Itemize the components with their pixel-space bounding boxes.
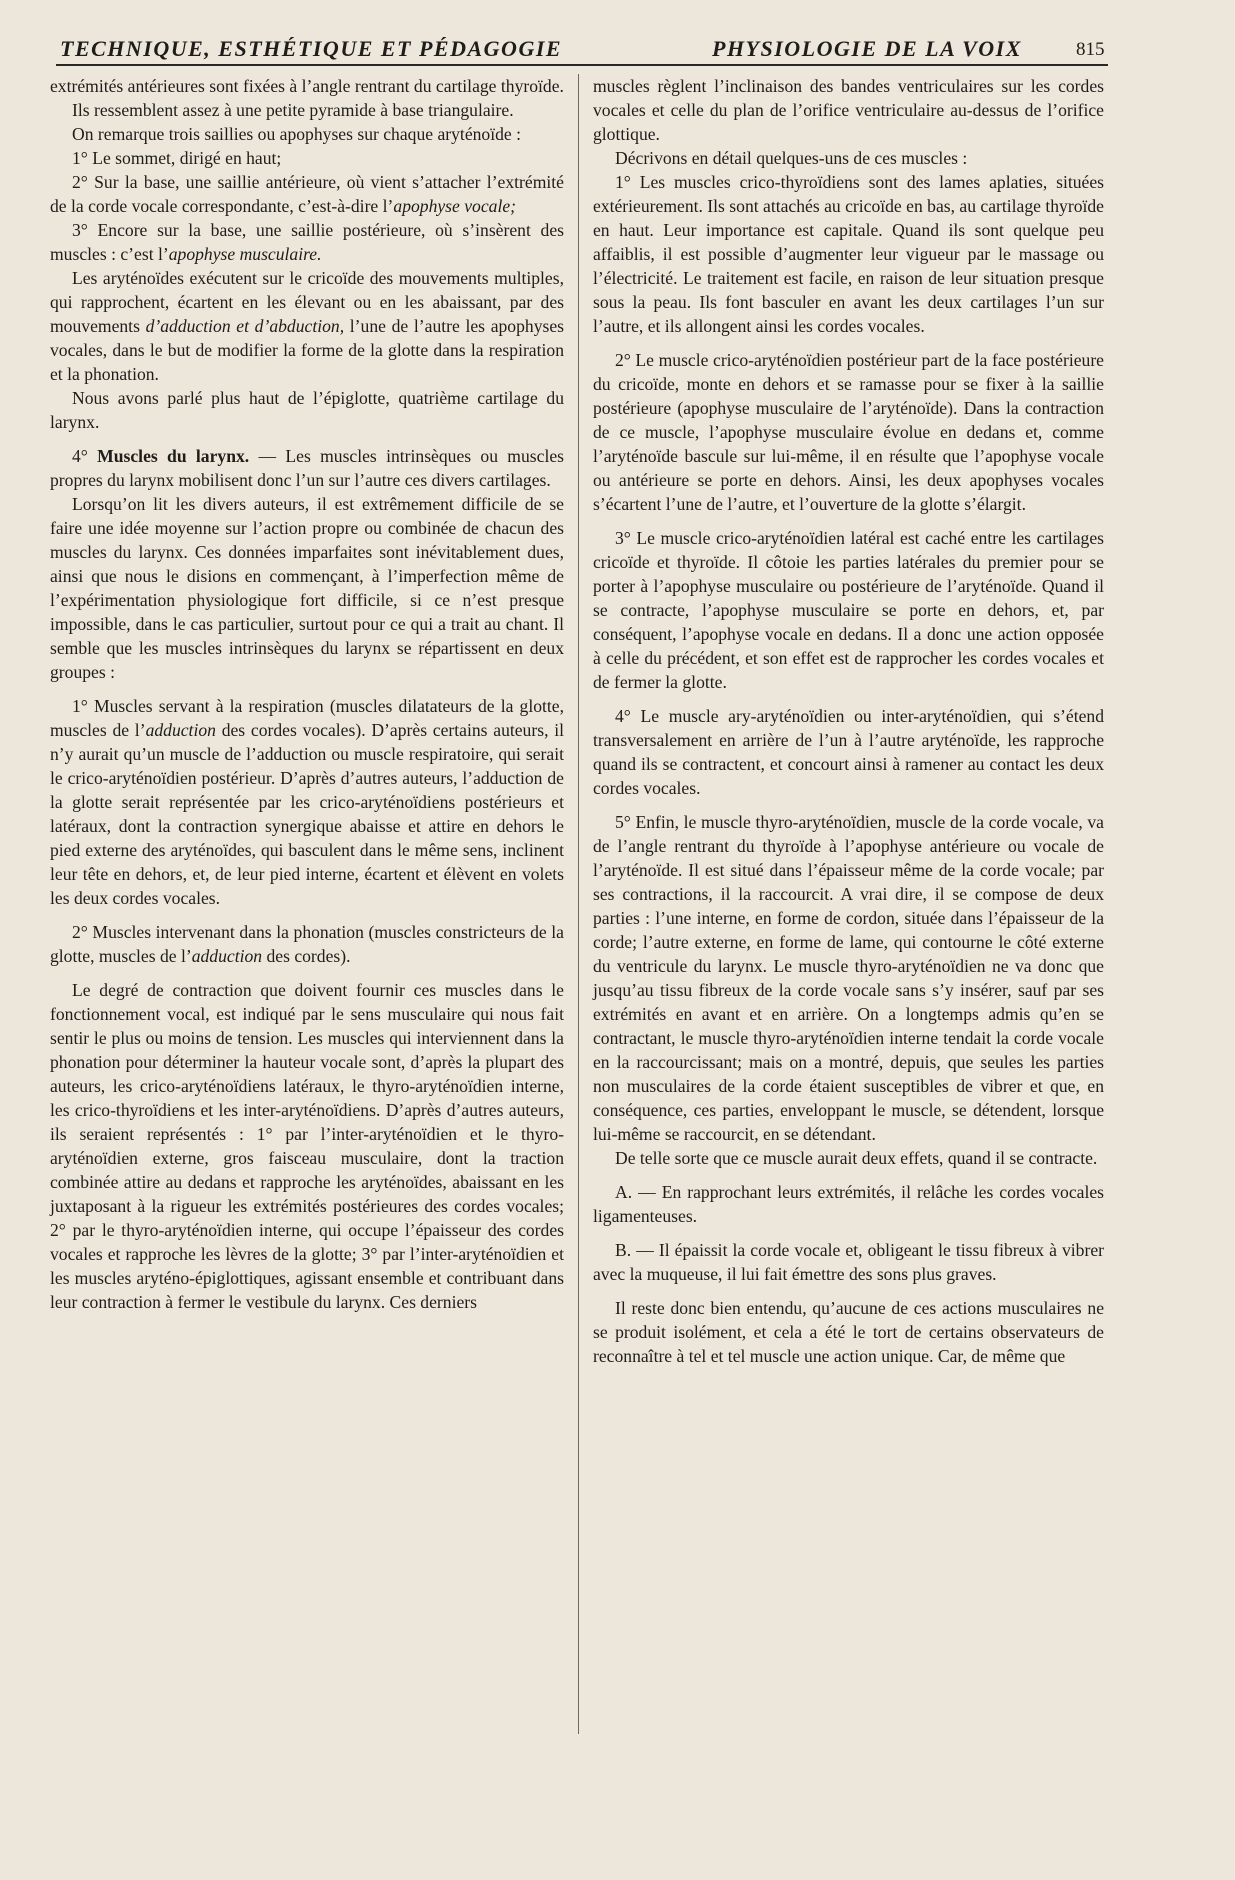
paragraph: 2° Le muscle crico-aryténoïdien postérieur part de la face postérieure du cricoïde, monte en dehors et se ramasse pour se fixer à la saillie postérieure (apophyse musculaire de l’aryténoïde). Dans la contraction de ce muscle, l’apophyse musculaire évolue en dedans et, comme l’aryténoïde bascule sur lui-même, il en résulte que l’apophyse vocale ou antérieure se porte en dehors. Ainsi, les deux apophyses vocales s’écartent l’une de l’autre, et l’ouverture de la glotte s’élargit. [593, 350, 1104, 514]
paragraph: Il reste donc bien entendu, qu’aucune de ces actions musculaires ne se produit isolément, et cela a été le tort de certains observateurs de reconnaître à tel et tel muscle une action unique. Car, de même que [593, 1298, 1104, 1366]
paragraph: Ils ressemblent assez à une petite pyramide à base triangulaire. [72, 100, 514, 120]
paragraph: 5° Enfin, le muscle thyro-aryténoïdien, muscle de la corde vocale, va de l’angle rentrant du thyroïde à l’apophyse antérieure ou vocale de l’aryténoïde. Il est situé dans l’épaisseur même de la corde vocale; par ses contractions, il la raccourcit. A vrai dire, il se compose de deux parties : l’une interne, en forme de cordon, située dans l’épaisseur de la corde; l’autre externe, en forme de lame, qui contourne le côté externe du ventricule du larynx. Le muscle thyro-aryténoïdien ne va donc que jusqu’au tissu fibreux de la corde vocale sans s’y insérer, sauf par ses extrémités en avant et en arrière. On a longtemps admis qu’en se contractant, le muscle thyro-aryténoïdien interne tendait la corde vocale en la raccourcissant; mais on a montré, depuis, que seules les parties non musculaires de la corde étaient susceptibles de vibrer et que, en conséquence, ces parties, enveloppant le muscle, se détendent, lorsque lui-même se raccourcit, en se détendant. [593, 812, 1104, 1144]
paragraph: 1° Le sommet, dirigé en haut; [72, 148, 282, 168]
left-column [50, 74, 564, 1314]
page-number: 815 [1076, 39, 1105, 60]
paragraph: muscles règlent l’inclinaison des bandes ventriculaires sur les cordes vocales et celle du plan de l’orifice ventriculaire au-dessus de l’orifice glottique. [593, 76, 1104, 144]
paragraph: B. — Il épaissit la corde vocale et, obligeant le tissu fibreux à vibrer avec la muqueuse, il lui fait émettre des sons plus graves. [593, 1240, 1104, 1284]
running-header [56, 32, 1108, 66]
paragraph: Les aryténoïdes exécutent sur le cricoïde des mouvements multiples, qui rapprochent, écartent en les élevant ou en les abaissant, par des mouvements d’adduction et d’abduction, l’une de l’autre les apophyses vocales, dans le but de modifier la forme de la glotte dans la respiration et la phonation. [50, 268, 564, 384]
paragraph: 4° Muscles du larynx. — Les muscles intrinsèques ou muscles propres du larynx mobilisent donc l’un sur l’autre ces divers cartilages. [50, 446, 564, 490]
paragraph: 1° Les muscles crico-thyroïdiens sont des lames aplaties, situées extérieurement. Ils sont attachés au cricoïde en bas, au cartilage thyroïde en haut. Leur importance est capitale. Quand ils sont quelque peu affaiblis, il est possible d’augmenter leur vigueur par le massage ou l’électricité. Le traitement est facile, en raison de leur situation presque sous la peau. Ils font basculer en avant les deux cartilages l’un sur l’autre, et ils allongent ainsi les cordes vocales. [593, 172, 1104, 336]
column-divider [578, 74, 579, 1734]
paragraph: 4° Le muscle ary-aryténoïdien ou inter-aryténoïdien, qui s’étend transversalement en arrière de l’un à l’autre aryténoïde, les rapproche quand ils se contractent, et concourt ainsi à ramener au contact les deux cordes vocales. [593, 706, 1104, 798]
header-left-title: TECHNIQUE, ESTHÉTIQUE ET PÉDAGOGIE [60, 36, 563, 61]
paragraph: extrémités antérieures sont fixées à l’angle rentrant du cartilage thyroïde. [50, 76, 564, 96]
paragraph: 1° Muscles servant à la respiration (muscles dilatateurs de la glotte, muscles de l’adduction des cordes vocales). D’après certains auteurs, il n’y aurait qu’un muscle de l’adduction ou muscle respiratoire, qui serait le crico-aryténoïdien postérieur. D’après d’autres auteurs, l’adduction de la glotte serait représentée par les crico-aryténoïdiens postérieurs et latéraux, dont la contraction synergique abaisse et attire en dehors le pied externe des aryténoïdes, qui basculent dans le même sens, inclinent leur tête en dehors, et, de leur pied interne, écartent et élèvent en volets les deux cordes vocales. [50, 696, 564, 908]
paragraph: 2° Muscles intervenant dans la phonation (muscles constricteurs de la glotte, muscles de l’adduction des cordes). [50, 922, 564, 966]
paragraph: On remarque trois saillies ou apophyses sur chaque aryténoïde : [72, 124, 522, 144]
paragraph: 3° Encore sur la base, une saillie postérieure, où s’insèrent des muscles : c’est l’apophyse musculaire. [50, 220, 564, 264]
paragraph: Le degré de contraction que doivent fournir ces muscles dans le fonctionnement vocal, est indiqué par le sens musculaire qui nous fait sentir le plus ou moins de tension. Les muscles qui interviennent dans la phonation pour déterminer la hauteur vocale sont, d’après la plupart des auteurs, les crico-aryténoïdiens latéraux, le thyro-aryténoïdien interne, les crico-thyroïdiens et les inter-aryténoïdiens. D’après d’autres auteurs, ils seraient représentés : 1° par l’inter-aryténoïdien et le thyro-aryténoïdien externe, gros faisceau musculaire, dont la traction combinée attire au dedans et rapproche les aryténoïdes, abaissant en les juxtaposant à la rigueur les extrémités postérieures des cordes vocales; 2° par le thyro-aryténoïdien interne, qui occupe l’épaisseur des cordes vocales et rapproche les lèvres de la glotte; 3° par l’inter-aryténoïdien et les muscles aryténo-épiglottiques, agissant ensemble et contribuant dans leur contraction à fermer le vestibule du larynx. Ces derniers [50, 980, 564, 1312]
paragraph: A. — En rapprochant leurs extrémités, il relâche les cordes vocales ligamenteuses. [593, 1182, 1104, 1226]
paragraph: De telle sorte que ce muscle aurait deux effets, quand il se contracte. [615, 1148, 1098, 1168]
right-column [593, 74, 1104, 1368]
paragraph: Décrivons en détail quelques-uns de ces muscles : [615, 148, 968, 168]
header-right-title: PHYSIOLOGIE DE LA VOIX [712, 36, 1022, 61]
paragraph: Nous avons parlé plus haut de l’épiglotte, quatrième cartilage du larynx. [50, 388, 564, 432]
paragraph: 3° Le muscle crico-aryténoïdien latéral est caché entre les cartilages cricoïde et thyroïde. Il côtoie les parties latérales du premier pour se porter à l’apophyse musculaire ou postérieure de l’aryténoïde. Quand il se contracte, l’apophyse musculaire se porte en dehors, et, par conséquent, l’apophyse vocale en dedans. Il a donc une action opposée à celle du précédent, et son effet est de rapprocher les cordes vocales et de fermer la glotte. [593, 528, 1104, 692]
paragraph: 2° Sur la base, une saillie antérieure, où vient s’attacher l’extrémité de la corde vocale correspondante, c’est-à-dire l’apophyse vocale; [50, 172, 564, 216]
paragraph: Lorsqu’on lit les divers auteurs, il est extrêmement difficile de se faire une idée moyenne sur l’action propre ou combinée de chacun des muscles du larynx. Ces données imparfaites sont inévitablement dues, ainsi que nous le disions en commençant, à l’imperfection même de l’expérimentation physiologique fort difficile, si ce n’est presque impossible, dans le cas particulier, surtout pour ce qui a trait au chant. Il semble que les muscles intrinsèques du larynx se répartissent en deux groupes : [50, 494, 564, 682]
